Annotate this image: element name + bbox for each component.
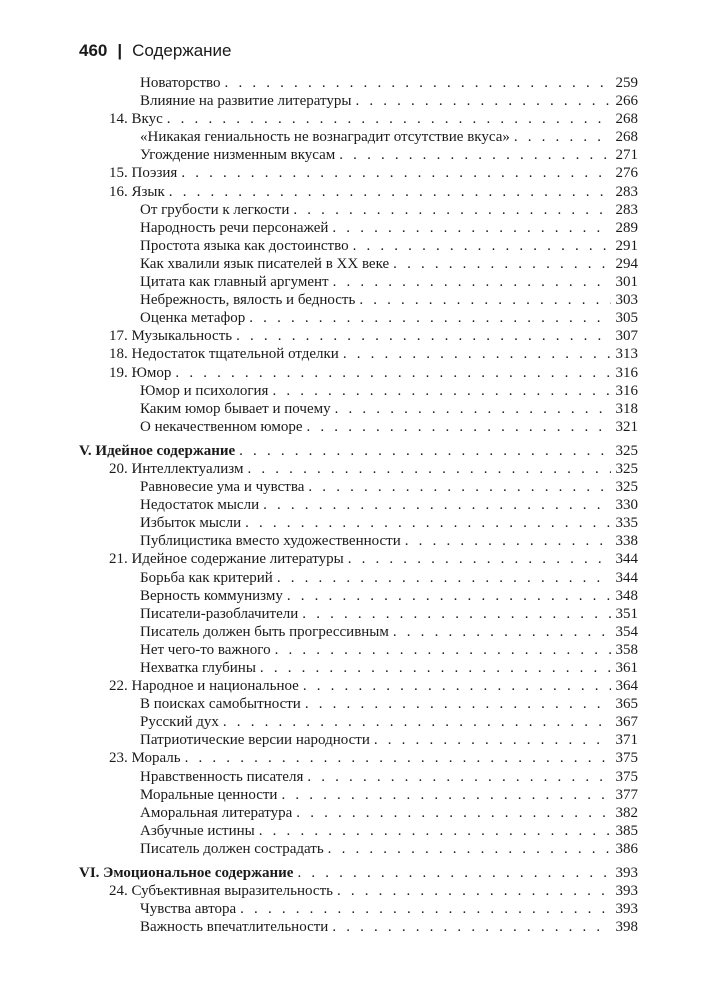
toc-subsection-entry[interactable] xyxy=(79,641,638,659)
dot-leader xyxy=(260,659,611,677)
toc-entry-page: 325 xyxy=(615,442,638,459)
toc-entry-title: 18. Недостаток тщательной отделки xyxy=(109,346,339,363)
toc-entry-page: 291 xyxy=(615,237,638,254)
toc-entry-title: Русский дух xyxy=(140,714,219,731)
dot-leader xyxy=(303,677,611,695)
dot-leader xyxy=(333,273,611,291)
toc-subsection-entry[interactable] xyxy=(79,478,638,496)
toc-entry-title: 15. Поэзия xyxy=(109,165,178,182)
toc-entry-page: 307 xyxy=(615,328,638,345)
dot-leader xyxy=(169,183,611,201)
dot-leader xyxy=(348,550,611,568)
toc-entry-page: 259 xyxy=(615,75,638,91)
dot-leader xyxy=(263,496,611,514)
dot-leader xyxy=(247,460,611,478)
toc-entry-title: Писатель должен быть прогрессивным xyxy=(140,623,389,640)
toc-entry-page: 377 xyxy=(615,786,638,803)
toc-subsection-entry[interactable] xyxy=(79,532,638,550)
toc-entry-page: 283 xyxy=(615,201,638,218)
toc-entry-title: Моральные ценности xyxy=(140,786,278,803)
toc-entry-title: Простота языка как достоинство xyxy=(140,237,349,254)
toc-subsection-entry[interactable] xyxy=(79,605,638,623)
toc-subsection-entry[interactable] xyxy=(79,146,638,164)
toc-subsection-entry[interactable] xyxy=(79,695,638,713)
toc-part-entry[interactable] xyxy=(79,864,638,882)
dot-leader xyxy=(343,345,611,363)
toc-entry-title: Недостаток мысли xyxy=(140,497,260,514)
dot-leader xyxy=(249,309,611,327)
toc-subsection-entry[interactable] xyxy=(79,713,638,731)
dot-leader xyxy=(287,587,611,605)
dot-leader xyxy=(297,864,611,882)
dot-leader xyxy=(181,164,611,182)
toc-subsection-entry[interactable] xyxy=(79,128,638,146)
toc-entry-page: 348 xyxy=(615,587,638,604)
toc-entry-page: 321 xyxy=(615,418,638,435)
toc-chapter-entry[interactable] xyxy=(79,183,638,201)
toc-subsection-entry[interactable] xyxy=(79,273,638,291)
dot-leader xyxy=(514,128,611,146)
dot-leader xyxy=(332,918,611,936)
toc-entry-page: 330 xyxy=(615,497,638,514)
dot-leader xyxy=(337,882,611,900)
dot-leader xyxy=(405,532,611,550)
toc-chapter-entry[interactable] xyxy=(79,345,638,363)
toc-entry-title: 23. Мораль xyxy=(109,750,181,767)
dot-leader xyxy=(302,605,611,623)
toc-entry-title: В поисках самобытности xyxy=(140,696,301,713)
toc-entry-page: 365 xyxy=(615,696,638,713)
dot-leader xyxy=(307,768,611,786)
toc-entry-page: 316 xyxy=(615,382,638,399)
toc-entry-title: Новаторство xyxy=(140,75,221,91)
toc-subsection-entry[interactable] xyxy=(79,92,638,110)
header-title: Содержание xyxy=(132,41,232,60)
toc-entry-title: Нехватка глубины xyxy=(140,660,256,676)
dot-leader xyxy=(272,382,611,400)
toc-entry-page: 335 xyxy=(615,515,638,532)
dot-leader xyxy=(277,569,611,587)
dot-leader xyxy=(293,201,611,219)
toc-entry-page: 268 xyxy=(615,129,638,146)
dot-leader xyxy=(223,713,611,731)
toc-entry-title: «Никакая гениальность не вознаградит отсутствие вкуса» xyxy=(140,129,510,146)
toc-entry-title: Борьба как критерий xyxy=(140,569,273,586)
dot-leader xyxy=(335,400,611,418)
dot-leader xyxy=(167,110,611,128)
toc-subsection-entry[interactable] xyxy=(79,514,638,532)
toc-entry-page: 283 xyxy=(615,183,638,200)
toc-entry-page: 276 xyxy=(615,165,638,182)
toc-entry-title: 14. Вкус xyxy=(109,111,163,128)
toc-subsection-entry[interactable] xyxy=(79,309,638,327)
toc-entry-title: 19. Юмор xyxy=(109,364,172,381)
toc-entry-title: Равновесие ума и чувства xyxy=(140,479,305,496)
dot-leader xyxy=(308,478,611,496)
dot-leader xyxy=(175,364,611,382)
toc-entry-page: 386 xyxy=(615,840,638,857)
toc-entry-title: Юмор и психология xyxy=(140,382,269,399)
dot-leader xyxy=(353,237,611,255)
toc-chapter-entry[interactable] xyxy=(79,460,638,478)
toc-entry-title: Небрежность, вялость и бедность xyxy=(140,292,356,309)
toc-entry-title: Публицистика вместо художественности xyxy=(140,533,401,550)
toc-entry-title: Писатели-разоблачители xyxy=(140,605,299,622)
toc-entry-page: 266 xyxy=(615,93,638,110)
toc-entry-title: 24. Субъективная выразительность xyxy=(109,883,333,900)
toc-subsection-entry[interactable] xyxy=(79,382,638,400)
toc-entry-title: Нравственность писателя xyxy=(140,768,304,785)
toc-entry-page: 398 xyxy=(615,919,638,936)
toc-chapter-entry[interactable] xyxy=(79,882,638,900)
toc-entry-title: Важность впечатлительности xyxy=(140,919,329,936)
toc-entry-title: Оценка метафор xyxy=(140,310,246,327)
toc-subsection-entry[interactable] xyxy=(79,804,638,822)
toc-entry-title: Угождение низменным вкусам xyxy=(140,147,336,164)
toc-entry-title: 16. Язык xyxy=(109,183,165,200)
dot-leader xyxy=(245,514,611,532)
dot-leader xyxy=(339,146,611,164)
toc-subsection-entry[interactable] xyxy=(79,74,638,92)
dot-leader xyxy=(240,900,611,918)
toc-chapter-entry[interactable] xyxy=(79,677,638,695)
toc-entry-title: Верность коммунизму xyxy=(140,587,283,604)
dot-leader xyxy=(185,749,611,767)
toc-entry-page: 289 xyxy=(615,219,638,236)
toc-entry-page: 393 xyxy=(615,901,638,918)
toc-entry-page: 325 xyxy=(615,460,638,477)
dot-leader xyxy=(281,786,611,804)
toc-entry-title: Как хвалили язык писателей в XX веке xyxy=(140,255,390,272)
toc-entry-page: 313 xyxy=(615,346,638,363)
toc-entry-title: Писатель должен сострадать xyxy=(140,840,324,857)
toc-entry-page: 268 xyxy=(615,111,638,128)
toc-entry-title: V. Идейное содержание xyxy=(79,442,236,459)
dot-leader xyxy=(305,695,611,713)
toc-entry-page: 271 xyxy=(615,147,638,164)
toc-entry-title: Аморальная литература xyxy=(140,804,293,821)
toc-chapter-entry[interactable] xyxy=(79,164,638,182)
toc-entry-title: От грубости к легкости xyxy=(140,201,290,218)
dot-leader xyxy=(259,822,611,840)
toc-entry-page: 371 xyxy=(615,732,638,749)
toc-entry-title: Нет чего-то важного xyxy=(140,641,271,658)
toc-subsection-entry[interactable] xyxy=(79,786,638,804)
toc-entry-page: 385 xyxy=(615,822,638,839)
toc-subsection-entry[interactable] xyxy=(79,219,638,237)
toc-entry-title: О некачественном юморе xyxy=(140,418,303,435)
toc-entry-title: VI. Эмоциональное содержание xyxy=(79,865,294,882)
toc-entry-page: 301 xyxy=(615,274,638,291)
toc-entry-page: 344 xyxy=(615,551,638,568)
toc-entry-page: 364 xyxy=(615,678,638,695)
toc-entry-title: Каким юмор бывает и почему xyxy=(140,400,331,417)
toc-entry-page: 361 xyxy=(615,660,638,676)
table-of-contents xyxy=(79,74,638,936)
page-number: 460 xyxy=(79,41,108,60)
toc-chapter-entry[interactable] xyxy=(79,749,638,767)
toc-chapter-entry[interactable] xyxy=(79,327,638,345)
toc-entry-page: 338 xyxy=(615,533,638,550)
toc-entry-title: Азбучные истины xyxy=(140,822,255,839)
running-header xyxy=(79,41,232,65)
toc-subsection-entry[interactable] xyxy=(79,768,638,786)
toc-subsection-entry[interactable] xyxy=(79,496,638,514)
toc-subsection-entry[interactable] xyxy=(79,237,638,255)
dot-leader xyxy=(307,418,612,436)
toc-subsection-entry[interactable] xyxy=(79,840,638,858)
toc-entry-title: Цитата как главный аргумент xyxy=(140,274,329,291)
toc-entry-page: 351 xyxy=(615,605,638,622)
toc-subsection-entry[interactable] xyxy=(79,918,638,936)
toc-subsection-entry[interactable] xyxy=(79,400,638,418)
toc-entry-page: 294 xyxy=(615,255,638,272)
toc-entry-page: 354 xyxy=(615,623,638,640)
dot-leader xyxy=(236,327,611,345)
toc-entry-page: 393 xyxy=(615,865,638,882)
toc-entry-title: 21. Идейное содержание литературы xyxy=(109,551,344,568)
toc-subsection-entry[interactable] xyxy=(79,731,638,749)
toc-entry-title: 17. Музыкальность xyxy=(109,328,233,345)
toc-chapter-entry[interactable] xyxy=(79,550,638,568)
toc-entry-page: 316 xyxy=(615,364,638,381)
toc-entry-title: Влияние на развитие литературы xyxy=(140,93,352,110)
toc-entry-page: 375 xyxy=(615,768,638,785)
dot-leader xyxy=(393,623,611,641)
toc-subsection-entry[interactable] xyxy=(79,659,638,677)
dot-leader xyxy=(296,804,611,822)
toc-entry-title: Патриотические версии народности xyxy=(140,732,370,749)
toc-entry-page: 375 xyxy=(615,750,638,767)
toc-entry-title: Избыток мысли xyxy=(140,515,242,532)
toc-subsection-entry[interactable] xyxy=(79,900,638,918)
toc-entry-page: 303 xyxy=(615,292,638,309)
toc-chapter-entry[interactable] xyxy=(79,364,638,382)
toc-entry-title: 22. Народное и национальное xyxy=(109,678,299,695)
toc-entry-page: 358 xyxy=(615,641,638,658)
dot-leader xyxy=(374,731,611,749)
dot-leader xyxy=(355,92,611,110)
toc-subsection-entry[interactable] xyxy=(79,587,638,605)
toc-entry-page: 367 xyxy=(615,714,638,731)
dot-leader xyxy=(275,641,611,659)
header-separator: | xyxy=(117,41,123,60)
dot-leader xyxy=(225,74,611,92)
toc-subsection-entry[interactable] xyxy=(79,201,638,219)
dot-leader xyxy=(359,291,611,309)
dot-leader xyxy=(332,219,611,237)
toc-entry-page: 393 xyxy=(615,883,638,900)
toc-entry-page: 318 xyxy=(615,400,638,417)
toc-entry-title: 20. Интеллектуализм xyxy=(109,460,244,477)
dot-leader xyxy=(328,840,611,858)
toc-entry-page: 382 xyxy=(615,804,638,821)
toc-subsection-entry[interactable] xyxy=(79,255,638,273)
toc-subsection-entry[interactable] xyxy=(79,291,638,309)
toc-subsection-entry[interactable] xyxy=(79,822,638,840)
toc-subsection-entry[interactable] xyxy=(79,623,638,641)
dot-leader xyxy=(239,442,611,460)
toc-subsection-entry[interactable] xyxy=(79,569,638,587)
toc-part-entry[interactable] xyxy=(79,442,638,460)
toc-entry-title: Народность речи персонажей xyxy=(140,219,329,236)
toc-entry-page: 344 xyxy=(615,569,638,586)
toc-chapter-entry[interactable] xyxy=(79,110,638,128)
toc-entry-page: 305 xyxy=(615,310,638,327)
toc-subsection-entry[interactable] xyxy=(79,418,638,436)
toc-entry-title: Чувства автора xyxy=(140,901,237,918)
toc-entry-page: 325 xyxy=(615,479,638,496)
dot-leader xyxy=(393,255,611,273)
